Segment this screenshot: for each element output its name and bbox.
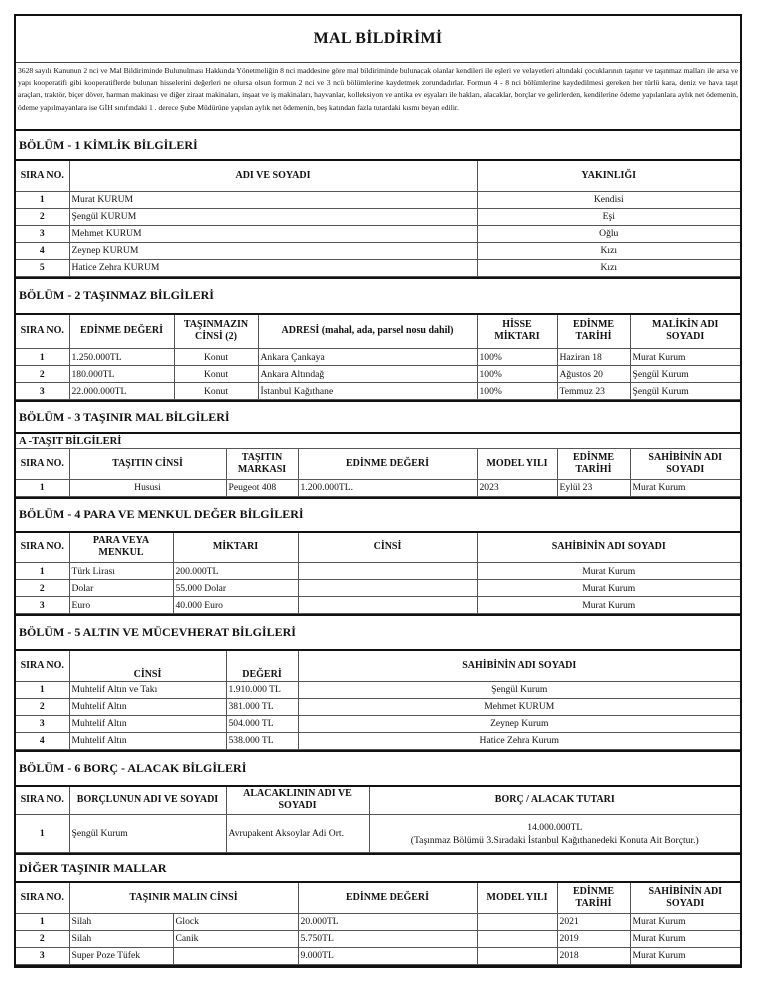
owner: Şengül Kurum — [630, 383, 740, 400]
person-relation: Oğlu — [477, 225, 740, 242]
kind: Muhtelif Altın — [69, 732, 226, 749]
detail — [173, 947, 298, 964]
col-header-acquisition-date: EDİNME TARİHİ — [557, 883, 630, 913]
row-no: 1 — [16, 191, 69, 208]
owner: Murat Kurum — [630, 947, 740, 964]
amount: 200.000TL — [173, 563, 298, 580]
person-relation: Eşi — [477, 208, 740, 225]
kind — [298, 580, 477, 597]
col-header-owner: SAHİBİNİN ADI SOYADI — [298, 651, 740, 681]
col-header-creditor: ALACAKLININ ADI VE SOYADI — [226, 787, 369, 815]
section-2-title: BÖLÜM - 2 TAŞINMAZ BİLGİLERİ — [16, 279, 740, 315]
acquisition-date: 2018 — [557, 947, 630, 964]
col-header-model-year: MODEL YILI — [477, 449, 557, 479]
acquisition-value: 1.250.000TL — [69, 349, 174, 366]
debt-amount: 14.000.000TL — [527, 821, 583, 833]
acquisition-date: Temmuz 23 — [557, 383, 630, 400]
owner: Murat Kurum — [477, 597, 740, 614]
owner: Murat Kurum — [630, 479, 740, 496]
owner: Murat Kurum — [630, 930, 740, 947]
debtor: Şengül Kurum — [69, 815, 226, 853]
col-header-acquisition-value: EDİNME DEĞERİ — [69, 315, 174, 349]
owner: Murat Kurum — [477, 563, 740, 580]
row-no: 1 — [16, 563, 69, 580]
row-no: 1 — [16, 479, 69, 496]
acquisition-date: 2019 — [557, 930, 630, 947]
owner: Zeynep Kurum — [298, 715, 740, 732]
vehicle-brand: Peugeot 408 — [226, 479, 298, 496]
value: 1.910.000 TL — [226, 681, 298, 698]
section-3-vehicle-table — [16, 449, 740, 499]
debt-amount-cell — [369, 815, 740, 853]
person-name: Şengül KURUM — [69, 208, 477, 225]
row-no: 4 — [16, 242, 69, 259]
property-type: Konut — [174, 349, 258, 366]
col-header-acquisition-value: EDİNME DEĞERİ — [298, 449, 477, 479]
table-row — [16, 698, 740, 715]
row-no: 3 — [16, 383, 69, 400]
row-no: 1 — [16, 815, 69, 853]
table-row — [16, 479, 740, 496]
currency: Euro — [69, 597, 173, 614]
col-header-kind: TAŞINIR MALIN CİNSİ — [69, 883, 298, 913]
table-row — [16, 366, 740, 383]
value: 381.000 TL — [226, 698, 298, 715]
value: 538.000 TL — [226, 732, 298, 749]
model-year: 2023 — [477, 479, 557, 496]
kind: Silah — [69, 913, 173, 930]
kind: Muhtelif Altın — [69, 698, 226, 715]
col-header-acquisition-date: EDİNME TARİHİ — [557, 315, 630, 349]
col-header-acquisition-date: EDİNME TARİHİ — [557, 449, 630, 479]
row-no: 2 — [16, 208, 69, 225]
owner: Hatice Zehra Kurum — [298, 732, 740, 749]
property-type: Konut — [174, 383, 258, 400]
detail: Glock — [173, 913, 298, 930]
acquisition-value: 9.000TL — [298, 947, 477, 964]
col-header-sira-no: SIRA NO. — [16, 449, 69, 479]
row-no: 2 — [16, 580, 69, 597]
model-year — [477, 913, 557, 930]
owner: Murat Kurum — [630, 913, 740, 930]
col-header-kind: CİNSİ — [69, 651, 226, 681]
acquisition-date: 2021 — [557, 913, 630, 930]
section-1-identity-table — [16, 161, 740, 279]
section-1-title: BÖLÜM - 1 KİMLİK BİLGİLERİ — [16, 131, 740, 161]
kind: Muhtelif Altın ve Takı — [69, 681, 226, 698]
person-name: Zeynep KURUM — [69, 242, 477, 259]
intro-paragraph: 3628 sayılı Kanunun 2 nci ve Mal Bildiriminde Bulunulması Hakkında Yönetmeliğin 8 nci maddesine göre mal bildiriminde bulunacak olanlar kendileri ile eşleri ve velayetleri altındaki çocuklarının taşınır ve taşınmaz malları ile arsa ve yapı kooperatifi gibi kooperatiflerde bulunan hisselerini değerleri ne olursa olsun formun 2 nci ve 3 ncü bölümlerine kaydetmek zorundadırlar. Formun 4 - 8 nci bölümlerine kaydedilmesi gereken her türlü kara, deniz ve hava taşıt araçları, traktör, biçer döver, harman makinası ve diğer ziraat makinaları, inşaat ve iş makinaları, hayvanlar, kolleksiyon ve antika ev eşyaları ile hakları, alacaklar, borçlar ve gelirlerden, kendilerine ödeme yapılanlara aylık net ödemenin, ödeme yapılmayanlara ise GİH sınıfındaki 1 . derece Şube Müdürüne yapılan aylık net ödemenin, beş katından fazla tutardaki kısmı beyan edilir. — [16, 63, 740, 131]
section-4-cash-securities-table — [16, 533, 740, 617]
asset-declaration-document — [14, 14, 742, 968]
acquisition-date: Ağustos 20 — [557, 366, 630, 383]
owner: Şengül Kurum — [630, 366, 740, 383]
col-header-relation: YAKINLIĞI — [477, 161, 740, 191]
table-row — [16, 208, 740, 225]
detail: Canik — [173, 930, 298, 947]
address: Ankara Çankaya — [258, 349, 477, 366]
col-header-currency: PARA VEYA MENKUL — [69, 533, 173, 563]
amount: 40.000 Euro — [173, 597, 298, 614]
table-row — [16, 580, 740, 597]
row-no: 4 — [16, 732, 69, 749]
row-no: 1 — [16, 349, 69, 366]
creditor: Avrupakent Aksoylar Adi Ort. — [226, 815, 369, 853]
owner: Mehmet KURUM — [298, 698, 740, 715]
table-row — [16, 225, 740, 242]
table-row — [16, 947, 740, 964]
person-name: Murat KURUM — [69, 191, 477, 208]
col-header-owner: MALİKİN ADI SOYADI — [630, 315, 740, 349]
person-name: Hatice Zehra KURUM — [69, 259, 477, 276]
table-row — [16, 563, 740, 580]
table-row — [16, 597, 740, 614]
row-no: 2 — [16, 930, 69, 947]
section-5-title: BÖLÜM - 5 ALTIN VE MÜCEVHERAT BİLGİLERİ — [16, 616, 740, 651]
kind: Super Poze Tüfek — [69, 947, 173, 964]
acquisition-date: Haziran 18 — [557, 349, 630, 366]
table-row — [16, 732, 740, 749]
table-row — [16, 191, 740, 208]
acquisition-value: 22.000.000TL — [69, 383, 174, 400]
section-6-title: BÖLÜM - 6 BORÇ - ALACAK BİLGİLERİ — [16, 752, 740, 787]
table-row — [16, 913, 740, 930]
table-row — [16, 259, 740, 276]
share: 100% — [477, 366, 557, 383]
row-no: 3 — [16, 597, 69, 614]
row-no: 2 — [16, 698, 69, 715]
owner: Murat Kurum — [477, 580, 740, 597]
kind — [298, 563, 477, 580]
model-year — [477, 947, 557, 964]
col-header-name: ADI VE SOYADI — [69, 161, 477, 191]
value: 504.000 TL — [226, 715, 298, 732]
owner: Murat Kurum — [630, 349, 740, 366]
col-header-amount: MİKTARI — [173, 533, 298, 563]
col-header-vehicle-type: TAŞITIN CİNSİ — [69, 449, 226, 479]
owner: Şengül Kurum — [298, 681, 740, 698]
col-header-owner: SAHİBİNİN ADI SOYADI — [630, 449, 740, 479]
col-header-debtor: BORÇLUNUN ADI VE SOYADI — [69, 787, 226, 815]
col-header-share: HİSSE MİKTARI — [477, 315, 557, 349]
acquisition-value: 180.000TL — [69, 366, 174, 383]
row-no: 5 — [16, 259, 69, 276]
row-no: 3 — [16, 715, 69, 732]
col-header-sira-no: SIRA NO. — [16, 533, 69, 563]
col-header-kind: CİNSİ — [298, 533, 477, 563]
section-7-other-movables-table — [16, 883, 740, 965]
col-header-vehicle-brand: TAŞITIN MARKASI — [226, 449, 298, 479]
acquisition-value: 1.200.000TL. — [298, 479, 477, 496]
currency: Türk Lirası — [69, 563, 173, 580]
person-relation: Kendisi — [477, 191, 740, 208]
section-7-title: DİĞER TAŞINIR MALLAR — [16, 855, 740, 883]
row-no: 3 — [16, 947, 69, 964]
debt-note: (Taşınmaz Bölümü 3.Sıradaki İstanbul Kağıthanedeki Konuta Ait Borçtur.) — [410, 834, 699, 846]
amount: 55.000 Dolar — [173, 580, 298, 597]
col-header-sira-no: SIRA NO. — [16, 315, 69, 349]
share: 100% — [477, 349, 557, 366]
row-no: 2 — [16, 366, 69, 383]
acquisition-value: 20.000TL — [298, 913, 477, 930]
section-2-real-estate-table — [16, 315, 740, 403]
kind — [298, 597, 477, 614]
acquisition-date: Eylül 23 — [557, 479, 630, 496]
section-3a-subtitle: A -TAŞIT BİLGİLERİ — [16, 434, 740, 449]
col-header-property-type: TAŞINMAZIN CİNSİ (2) — [174, 315, 258, 349]
share: 100% — [477, 383, 557, 400]
vehicle-type: Hususi — [69, 479, 226, 496]
col-header-sira-no: SIRA NO. — [16, 787, 69, 815]
col-header-model-year: MODEL YILI — [477, 883, 557, 913]
person-relation: Kızı — [477, 259, 740, 276]
row-no: 1 — [16, 913, 69, 930]
currency: Dolar — [69, 580, 173, 597]
col-header-sira-no: SIRA NO. — [16, 883, 69, 913]
kind: Muhtelif Altın — [69, 715, 226, 732]
col-header-owner: SAHİBİNİN ADI SOYADI — [477, 533, 740, 563]
person-name: Mehmet KURUM — [69, 225, 477, 242]
document-title: MAL BİLDİRİMİ — [16, 16, 740, 63]
row-no: 1 — [16, 681, 69, 698]
col-header-acquisition-value: EDİNME DEĞERİ — [298, 883, 477, 913]
table-row — [16, 242, 740, 259]
col-header-owner: SAHİBİNİN ADI SOYADI — [630, 883, 740, 913]
address: Ankara Altındağ — [258, 366, 477, 383]
address: İstanbul Kağıthane — [258, 383, 477, 400]
table-row — [16, 930, 740, 947]
person-relation: Kızı — [477, 242, 740, 259]
table-row — [16, 815, 740, 853]
table-row — [16, 715, 740, 732]
col-header-amount: BORÇ / ALACAK TUTARI — [369, 787, 740, 815]
col-header-value: DEĞERİ — [226, 651, 298, 681]
col-header-address: ADRESİ (mahal, ada, parsel nosu dahil) — [258, 315, 477, 349]
table-row — [16, 681, 740, 698]
property-type: Konut — [174, 366, 258, 383]
section-4-title: BÖLÜM - 4 PARA VE MENKUL DEĞER BİLGİLERİ — [16, 499, 740, 533]
row-no: 3 — [16, 225, 69, 242]
acquisition-value: 5.750TL — [298, 930, 477, 947]
kind: Silah — [69, 930, 173, 947]
col-header-sira-no: SIRA NO. — [16, 161, 69, 191]
table-row — [16, 349, 740, 366]
section-5-gold-jewelry-table — [16, 651, 740, 752]
model-year — [477, 930, 557, 947]
table-row — [16, 383, 740, 400]
col-header-sira-no: SIRA NO. — [16, 651, 69, 681]
section-3-title: BÖLÜM - 3 TAŞINIR MAL BİLGİLERİ — [16, 402, 740, 434]
section-6-debt-credit-table — [16, 787, 740, 856]
